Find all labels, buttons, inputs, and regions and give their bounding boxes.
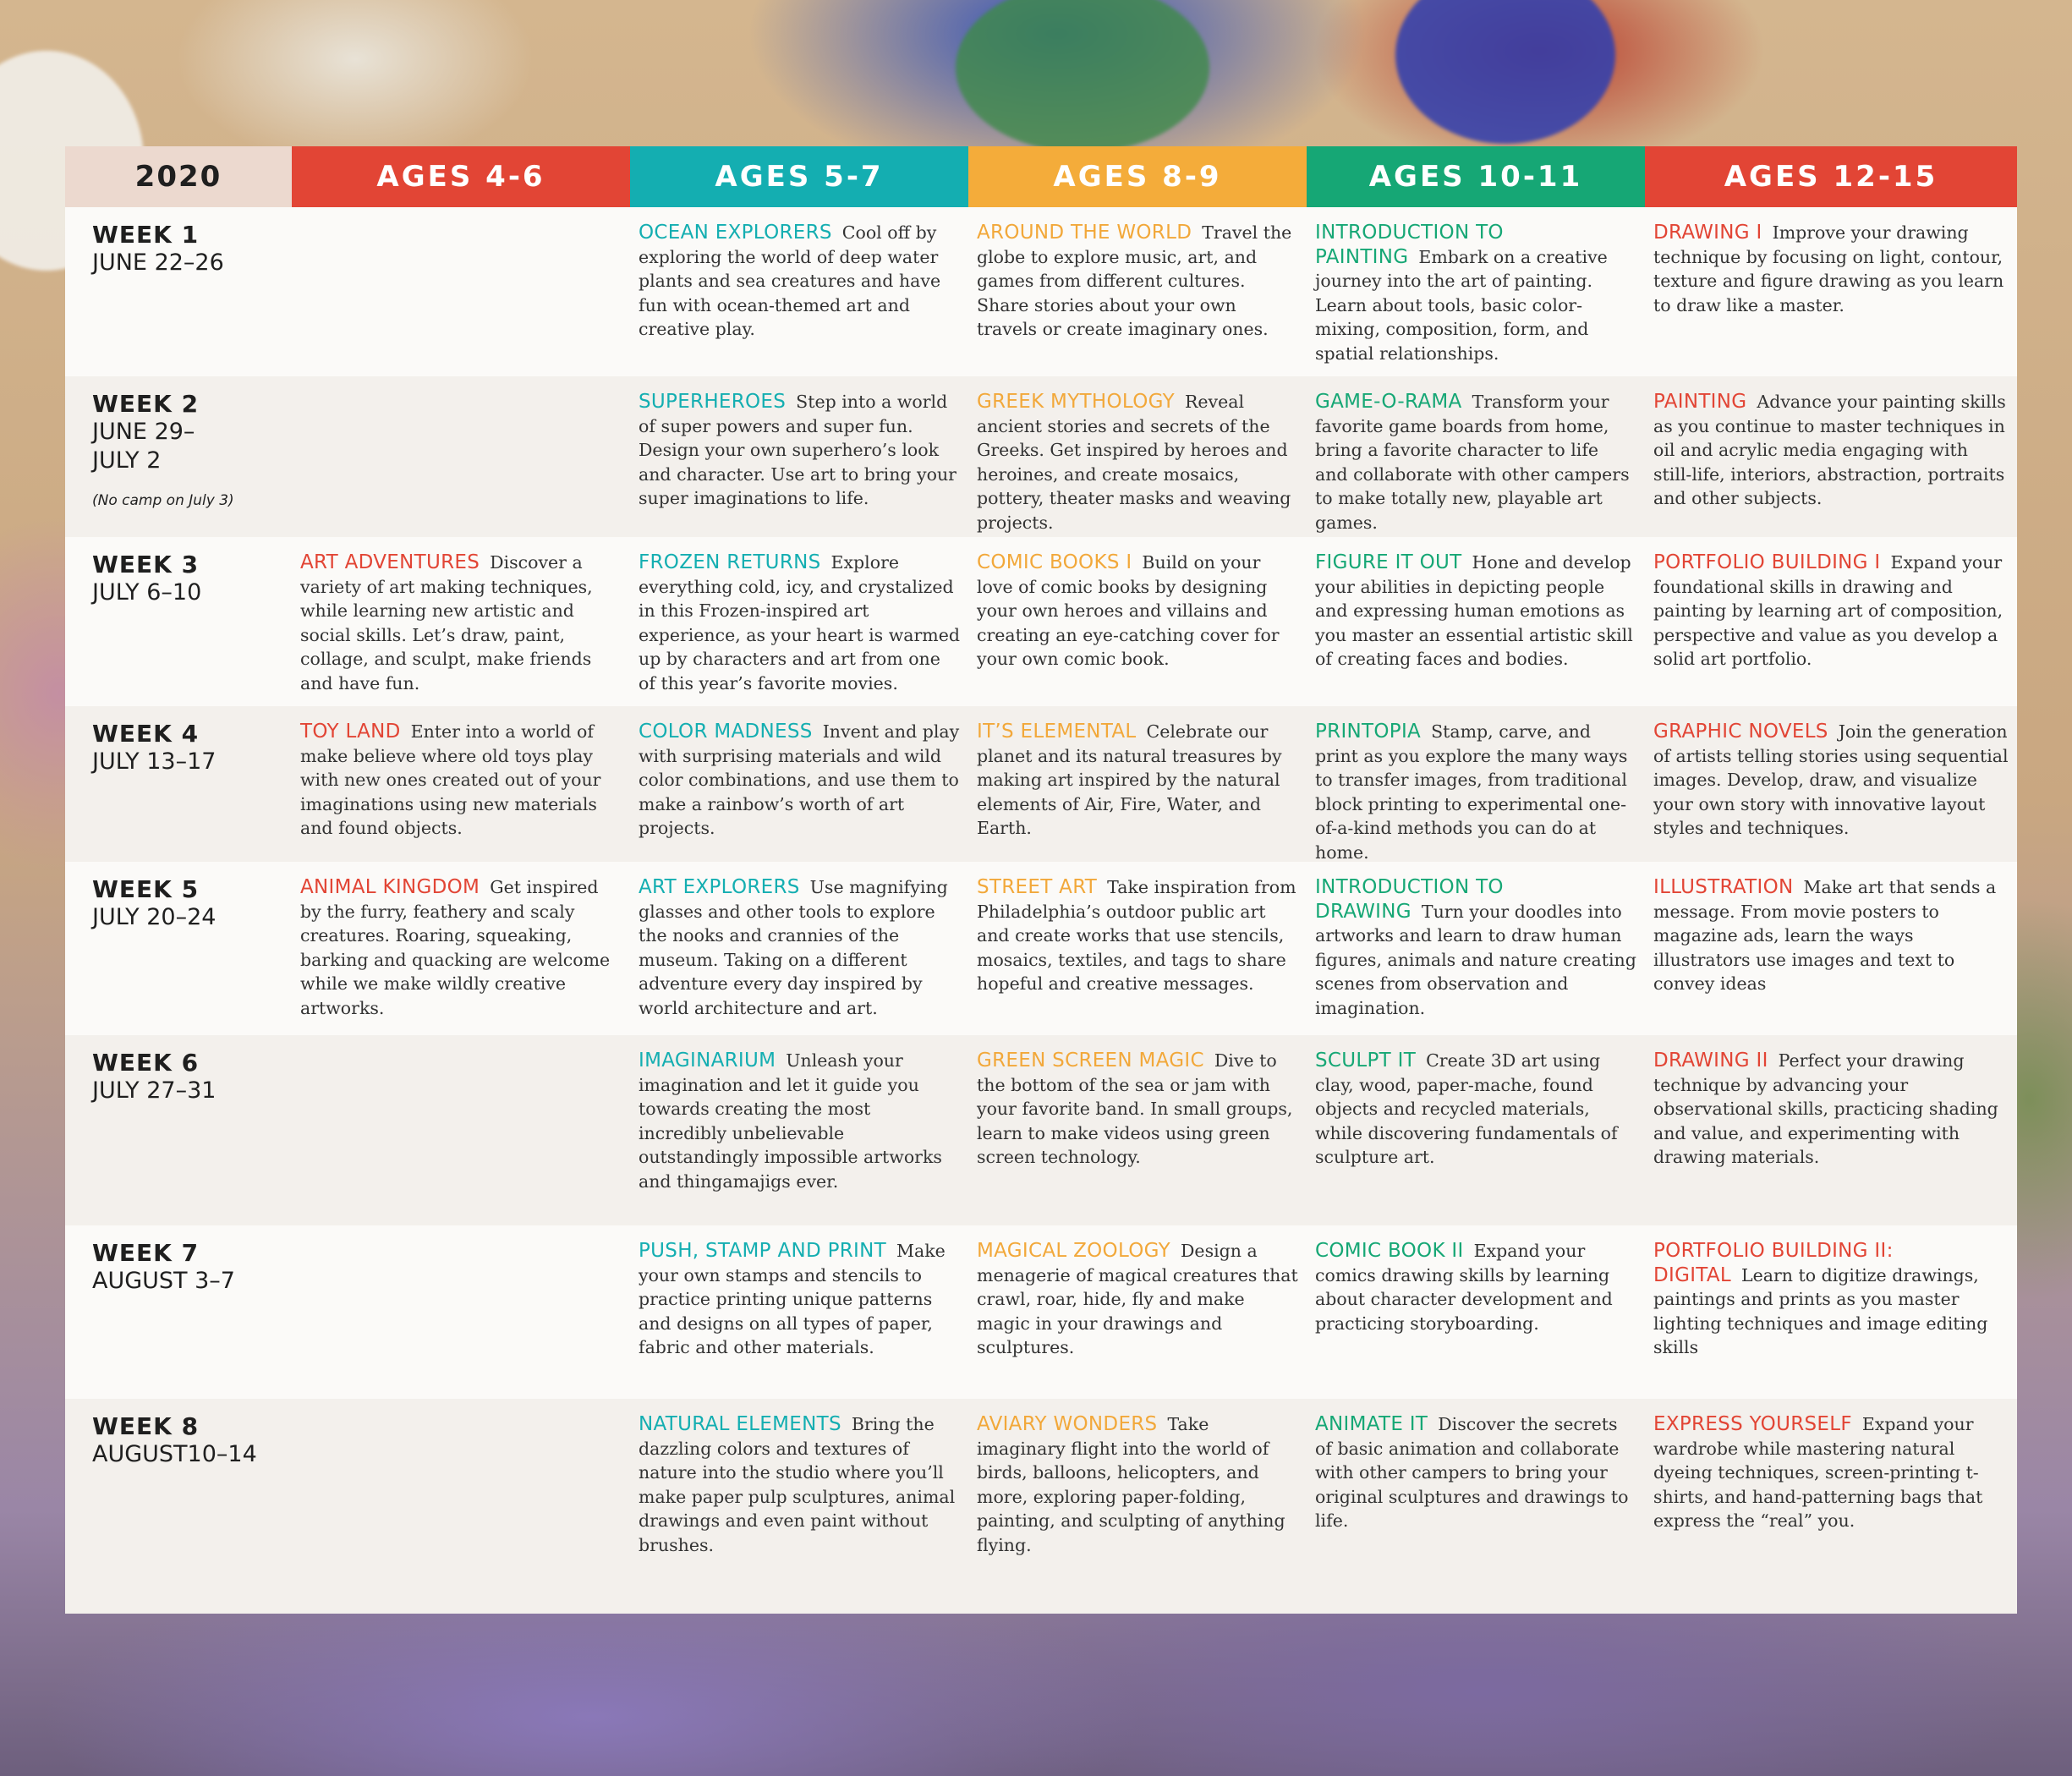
- camp-description: Take inspiration from Philadelphia’s outdoor public art and create works that use stencils, mosaics, textiles, and tags to share hopeful and creative messages.: [977, 877, 1296, 994]
- empty-cell: [292, 1225, 630, 1399]
- camp-title: NATURAL ELEMENTS: [639, 1413, 841, 1435]
- week-cell: [65, 706, 292, 862]
- camp-title: STREET ART: [977, 876, 1098, 898]
- camp-cell: [292, 862, 630, 1035]
- camp-description: Expand your wardrobe while mastering natural dyeing techniques, screen-printing t-shirts, and hand-patterning bags that express the “real” you.: [1653, 1414, 1983, 1531]
- week-cell: [65, 1399, 292, 1614]
- camp-cell: [968, 1399, 1307, 1614]
- camp-cell: [630, 537, 968, 706]
- camp-entry: [977, 221, 1298, 342]
- camp-description: Join the generation of artists telling stories using sequential images. Develop, draw, and visualize your own story with innovative layout styles and techniques.: [1653, 721, 2009, 838]
- camp-cell: [968, 862, 1307, 1035]
- camp-entry: [1653, 1412, 2009, 1533]
- camp-entry: [300, 875, 622, 1020]
- camp-cell: [630, 207, 968, 376]
- year-header: 2020: [65, 146, 292, 207]
- week-dates: AUGUST10–14: [92, 1441, 257, 1467]
- week-cell: [65, 1225, 292, 1399]
- camp-description: Hone and develop your abilities in depicting people and expressing human emotions as you master an essential artistic skill of creating faces and bodies.: [1315, 552, 1633, 669]
- camp-title: DRAWING I: [1653, 222, 1762, 244]
- camp-entry: [977, 390, 1298, 534]
- camp-entry: [977, 875, 1298, 996]
- camp-title: ART ADVENTURES: [300, 551, 480, 573]
- camp-title: PRINTOPIA: [1315, 721, 1422, 743]
- week-dates: AUGUST 3–7: [92, 1268, 235, 1294]
- week-dates: JULY 6–10: [92, 579, 202, 606]
- paint-stroke-green: [956, 0, 1209, 152]
- camp-title: MAGICAL ZOOLOGY: [977, 1240, 1170, 1262]
- camp-cell: [292, 537, 630, 706]
- camp-title: PAINTING: [1653, 391, 1747, 413]
- camp-schedule-table: [65, 146, 2017, 1609]
- camp-title: AROUND THE WORLD: [977, 222, 1192, 244]
- camp-entry: [1315, 875, 1636, 1020]
- week-cell: [65, 376, 292, 537]
- camp-cell: [1307, 207, 1645, 376]
- camp-description: Travel the globe to explore music, art, and games from different cultures. Share stories about your own travels or create imaginary ones.: [977, 222, 1292, 339]
- camp-entry: [977, 1412, 1298, 1557]
- week-cell: [65, 207, 292, 376]
- camp-entry: [1653, 875, 2009, 996]
- camp-cell: [1307, 1035, 1645, 1225]
- camp-title: INTRODUCTION TO PAINTING: [1315, 222, 1504, 268]
- week-label: WEEK 4: [92, 720, 200, 748]
- camp-title: SCULPT IT: [1315, 1050, 1417, 1072]
- camp-cell: [968, 1225, 1307, 1399]
- camp-cell: [1307, 376, 1645, 537]
- camp-description: Dive to the bottom of the sea or jam with your favorite band. In small groups, learn to make videos using green screen technology.: [977, 1050, 1293, 1167]
- camp-cell: [630, 1035, 968, 1225]
- camp-title: PORTFOLIO BUILDING I: [1653, 551, 1881, 573]
- camp-entry: [1653, 1049, 2009, 1170]
- week-cell: [65, 537, 292, 706]
- camp-entry: [639, 720, 960, 841]
- camp-title: GREEN SCREEN MAGIC: [977, 1050, 1204, 1072]
- camp-cell: [1645, 706, 2017, 862]
- camp-description: Get inspired by the furry, feathery and scaly creatures. Roaring, squeaking, barking and quacking are welcome while we make wildly creative artworks.: [300, 877, 611, 1018]
- week-label: WEEK 5: [92, 875, 200, 903]
- empty-cell: [292, 1399, 630, 1614]
- camp-description: Make art that sends a message. From movie posters to magazine ads, learn the ways illustrators use images and text to convey ideas: [1653, 877, 1997, 994]
- camp-description: Learn to digitize drawings, paintings and prints as you master lighting techniques and image editing skills: [1653, 1264, 1988, 1357]
- week-dates: JULY 13–17: [92, 748, 217, 775]
- camp-description: Cool off by exploring the world of deep water plants and sea creatures and have fun with ocean-themed art and creative play.: [639, 222, 941, 339]
- camp-entry: [1315, 1412, 1636, 1533]
- camp-description: Expand your comics drawing skills by learning about character development and practicing storyboarding.: [1315, 1241, 1613, 1334]
- camp-entry: [977, 551, 1298, 671]
- camp-cell: [1645, 207, 2017, 376]
- empty-cell: [292, 376, 630, 537]
- camp-entry: [1653, 551, 2009, 671]
- camp-cell: [630, 1225, 968, 1399]
- camp-title: ILLUSTRATION: [1653, 876, 1794, 898]
- camp-entry: [639, 551, 960, 695]
- paint-stroke-blue: [1395, 0, 1615, 144]
- camp-entry: [1315, 1049, 1636, 1170]
- week-note: (No camp on July 3): [92, 492, 234, 509]
- week-dates: JUNE 22–26: [92, 249, 224, 276]
- camp-entry: [639, 390, 960, 511]
- camp-cell: [630, 376, 968, 537]
- camp-description: Invent and play with surprising materials and wild color combinations, and use them to make a rainbow’s worth of art projects.: [639, 721, 960, 838]
- week-dates: JULY 20–24: [92, 904, 217, 930]
- camp-title: ANIMATE IT: [1315, 1413, 1428, 1435]
- camp-entry: [1315, 551, 1636, 671]
- camp-entry: [639, 1239, 960, 1360]
- camp-description: Stamp, carve, and print as you explore the many ways to transfer images, from traditional block printing to experimental one-of-a-kind methods you can do at home.: [1315, 721, 1628, 863]
- camp-entry: [1315, 390, 1636, 534]
- camp-cell: [1307, 1225, 1645, 1399]
- camp-description: Step into a world of super powers and super fun. Design your own superhero’s look and character. Use art to bring your super imaginations to life.: [639, 392, 957, 508]
- camp-entry: [1315, 1239, 1636, 1335]
- camp-title: FIGURE IT OUT: [1315, 551, 1462, 573]
- camp-title: ART EXPLORERS: [639, 876, 800, 898]
- camp-cell: [968, 537, 1307, 706]
- camp-description: Design a menagerie of magical creatures that crawl, roar, hide, fly and make magic in your drawings and sculptures.: [977, 1241, 1298, 1357]
- camp-title: IMAGINARIUM: [639, 1050, 776, 1072]
- empty-cell: [292, 1035, 630, 1225]
- camp-entry: [1315, 720, 1636, 864]
- camp-cell: [630, 1399, 968, 1614]
- camp-cell: [1307, 1399, 1645, 1614]
- camp-cell: [968, 706, 1307, 862]
- camp-entry: [1653, 1239, 2009, 1360]
- camp-description: Create 3D art using clay, wood, paper-mache, found objects and recycled materials, while discovering fundamentals of sculpture art.: [1315, 1050, 1618, 1167]
- camp-entry: [977, 720, 1298, 841]
- camp-description: Explore everything cold, icy, and crystalized in this Frozen-inspired art experience, as your heart is warmed up by characters and art from one of this year’s favorite movies.: [639, 552, 960, 693]
- camp-entry: [1653, 221, 2009, 317]
- camp-title: EXPRESS YOURSELF: [1653, 1413, 1852, 1435]
- week-label: WEEK 8: [92, 1412, 200, 1440]
- camp-description: Enter into a world of make believe where old toys play with new ones created out of your imaginations using new materials and found objects.: [300, 721, 601, 838]
- camp-title: FROZEN RETURNS: [639, 551, 821, 573]
- camp-entry: [977, 1239, 1298, 1360]
- camp-cell: [1645, 537, 2017, 706]
- camp-title: INTRODUCTION TO DRAWING: [1315, 876, 1504, 923]
- week-cell: [65, 862, 292, 1035]
- camp-description: Make your own stamps and stencils to practice printing unique patterns and designs on all types of paper, fabric and other materials.: [639, 1241, 946, 1357]
- camp-cell: [1307, 706, 1645, 862]
- camp-title: COMIC BOOK II: [1315, 1240, 1464, 1262]
- camp-entry: [1653, 720, 2009, 841]
- camp-description: Take imaginary flight into the world of birds, balloons, helicopters, and more, exploring paper-folding, painting, and sculpting of anything flying.: [977, 1414, 1285, 1555]
- camp-cell: [1645, 1035, 2017, 1225]
- camp-description: Discover a variety of art making techniques, while learning new artistic and social skills. Let’s draw, paint, collage, and sculpt, make friends and have fun.: [300, 552, 593, 693]
- week-dates: JULY 27–31: [92, 1077, 217, 1104]
- camp-cell: [1645, 1225, 2017, 1399]
- camp-entry: [300, 720, 622, 841]
- empty-cell: [292, 207, 630, 376]
- camp-title: GRAPHIC NOVELS: [1653, 721, 1828, 743]
- camp-cell: [968, 376, 1307, 537]
- camp-cell: [1307, 862, 1645, 1035]
- camp-title: OCEAN EXPLORERS: [639, 222, 832, 244]
- camp-title: PORTFOLIO BUILDING II: DIGITAL: [1653, 1240, 1894, 1286]
- camp-cell: [630, 706, 968, 862]
- camp-title: IT’S ELEMENTAL: [977, 721, 1137, 743]
- camp-description: Build on your love of comic books by designing your own heroes and villains and creating an eye-catching cover for your own comic book.: [977, 552, 1280, 669]
- age-header-10-11: AGES 10-11: [1307, 146, 1645, 207]
- camp-description: Improve your drawing technique by focusing on light, contour, texture and figure drawing as you learn to draw like a master.: [1653, 222, 2004, 315]
- camp-entry: [639, 1049, 960, 1193]
- camp-cell: [292, 706, 630, 862]
- camp-description: Reveal ancient stories and secrets of the Greeks. Get inspired by heroes and heroines, and create mosaics, pottery, theater masks and weaving projects.: [977, 392, 1291, 533]
- camp-entry: [1653, 390, 2009, 511]
- camp-description: Celebrate our planet and its natural treasures by making art inspired by the natural elements of Air, Fire, Water, and Earth.: [977, 721, 1282, 838]
- camp-title: SUPERHEROES: [639, 391, 787, 413]
- camp-description: Unleash your imagination and let it guide you towards creating the most incredibly unbelievable outstandingly impossible artworks and thingamajigs ever.: [639, 1050, 942, 1192]
- camp-description: Embark on a creative journey into the art of painting. Learn about tools, basic color-mixing, composition, form, and spatial relationships.: [1315, 246, 1608, 364]
- camp-description: Transform your favorite game boards from home, bring a favorite character to life and collaborate with other campers to make totally new, playable art games.: [1315, 392, 1630, 533]
- age-header-4-6: AGES 4-6: [292, 146, 630, 207]
- camp-cell: [1307, 537, 1645, 706]
- camp-description: Turn your doodles into artworks and learn to draw human figures, animals and nature creating scenes from observation and imagination.: [1315, 901, 1636, 1018]
- camp-description: Bring the dazzling colors and textures of nature into the studio where you’ll make paper pulp sculptures, animal drawings and even paint without brushes.: [639, 1414, 956, 1555]
- camp-title: TOY LAND: [300, 721, 401, 743]
- camp-cell: [1645, 1399, 2017, 1614]
- week-label: WEEK 3: [92, 551, 200, 578]
- camp-title: ANIMAL KINGDOM: [300, 876, 480, 898]
- week-label: WEEK 1: [92, 221, 200, 249]
- week-label: WEEK 7: [92, 1239, 200, 1267]
- week-cell: [65, 1035, 292, 1225]
- camp-entry: [639, 875, 960, 1020]
- camp-entry: [639, 221, 960, 342]
- camp-cell: [1645, 376, 2017, 537]
- camp-description: Use magnifying glasses and other tools to explore the nooks and crannies of the museum. Taking on a different adventure every day inspired by world architecture and art.: [639, 877, 948, 1018]
- camp-title: AVIARY WONDERS: [977, 1413, 1158, 1435]
- camp-entry: [977, 1049, 1298, 1170]
- age-header-5-7: AGES 5-7: [630, 146, 968, 207]
- camp-title: COLOR MADNESS: [639, 721, 813, 743]
- camp-title: GAME-O-RAMA: [1315, 391, 1462, 413]
- camp-description: Discover the secrets of basic animation and collaborate with other campers to bring your original sculptures and drawings to life.: [1315, 1414, 1629, 1531]
- week-label: WEEK 2: [92, 390, 200, 418]
- camp-description: Expand your foundational skills in drawing and painting by learning art of composition, perspective and value as you develop a solid art portfolio.: [1653, 552, 2003, 669]
- camp-entry: [300, 551, 622, 695]
- camp-description: Perfect your drawing technique by advancing your observational skills, practicing shading and value, and experimenting with drawing materials.: [1653, 1050, 1998, 1167]
- camp-title: DRAWING II: [1653, 1050, 1768, 1072]
- age-header-8-9: AGES 8-9: [968, 146, 1307, 207]
- camp-cell: [630, 862, 968, 1035]
- camp-title: GREEK MYTHOLOGY: [977, 391, 1175, 413]
- age-header-12-15: AGES 12-15: [1645, 146, 2017, 207]
- camp-cell: [968, 1035, 1307, 1225]
- camp-cell: [968, 207, 1307, 376]
- camp-title: COMIC BOOKS I: [977, 551, 1132, 573]
- week-label: WEEK 6: [92, 1049, 200, 1077]
- camp-title: PUSH, STAMP AND PRINT: [639, 1240, 886, 1262]
- week-dates: JUNE 29– JULY 2: [92, 419, 195, 474]
- camp-entry: [639, 1412, 960, 1557]
- camp-entry: [1315, 221, 1636, 365]
- camp-description: Advance your painting skills as you continue to master techniques in oil and acrylic media engaging with still-life, interiors, abstraction, portraits and other subjects.: [1653, 392, 2006, 508]
- camp-cell: [1645, 862, 2017, 1035]
